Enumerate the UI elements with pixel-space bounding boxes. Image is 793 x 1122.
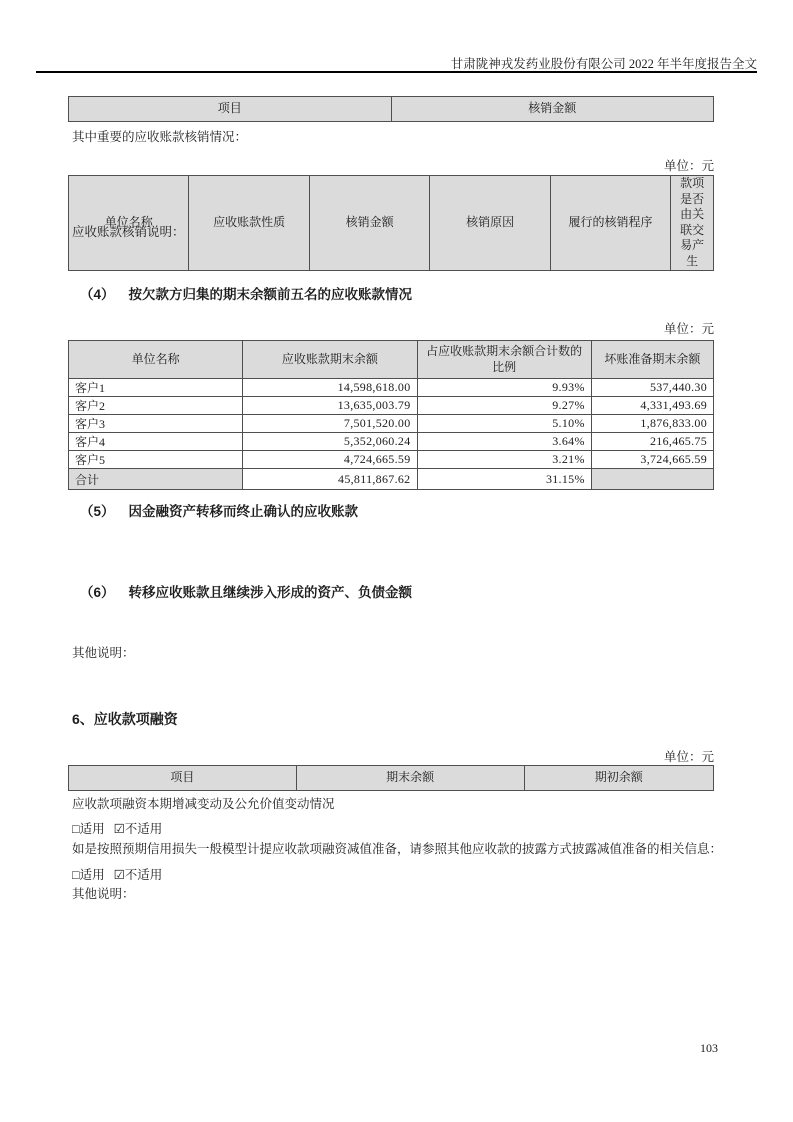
applicable-label: 适用 bbox=[79, 822, 105, 836]
receivables-financing-heading: 6、应收款项融资 bbox=[72, 711, 178, 727]
page-number: 103 bbox=[700, 1041, 718, 1055]
baddebt-provision: 216,465.75 bbox=[591, 433, 713, 451]
writeoff-summary-table bbox=[68, 96, 714, 121]
section-4-heading bbox=[80, 283, 412, 303]
col-header-item: 项目 bbox=[69, 97, 392, 122]
other-note-label: 其他说明： bbox=[72, 646, 135, 660]
section-5-title: 因金融资产转移而终止确认的应收账款 bbox=[128, 504, 359, 519]
total-provision-empty bbox=[591, 469, 713, 490]
section-6-number: （6） bbox=[80, 585, 115, 600]
col-header-related-party: 款项是否由关联交易产生 bbox=[671, 176, 714, 271]
applicable-label: 适用 bbox=[79, 868, 105, 882]
baddebt-provision: 4,331,493.69 bbox=[591, 397, 713, 415]
checkbox-unchecked-icon: □ bbox=[72, 868, 80, 882]
important-writeoff-note: 其中重要的应收账款核销情况： bbox=[72, 130, 248, 144]
ending-balance: 7,501,520.00 bbox=[243, 415, 417, 433]
table-row bbox=[69, 451, 714, 469]
table-row bbox=[69, 415, 714, 433]
applicable-checkline-2 bbox=[72, 865, 162, 883]
total-ratio: 31.15% bbox=[417, 469, 591, 490]
col-header-item: 项目 bbox=[69, 766, 297, 791]
ratio: 3.64% bbox=[417, 433, 591, 451]
table-row bbox=[69, 379, 714, 397]
running-header-title: 甘肃陇神戎发药业股份有限公司 2022 年半年度报告全文 bbox=[450, 57, 757, 71]
section-6-title: 转移应收账款且继续涉入形成的资产、负债金额 bbox=[128, 585, 413, 600]
unit-label-2: 单位：元 bbox=[663, 322, 714, 336]
ending-balance: 5,352,060.24 bbox=[243, 433, 417, 451]
col-header-writeoff-reason: 核销原因 bbox=[430, 176, 550, 271]
table-total-row bbox=[69, 469, 714, 490]
total-ending-balance: 45,811,867.62 bbox=[243, 469, 417, 490]
ratio: 9.27% bbox=[417, 397, 591, 415]
baddebt-provision: 537,440.30 bbox=[591, 379, 713, 397]
customer-name: 客户3 bbox=[69, 415, 243, 433]
ratio: 5.10% bbox=[417, 415, 591, 433]
col-header-ratio: 占应收账款期末余额合计数的比例 bbox=[417, 341, 591, 379]
col-header-ending-balance: 应收账款期末余额 bbox=[243, 341, 417, 379]
col-header-ar-nature: 应收账款性质 bbox=[189, 176, 309, 271]
col-header-unit-name: 单位名称 bbox=[69, 341, 243, 379]
unit-label-3: 单位：元 bbox=[663, 750, 714, 764]
col-header-writeoff-amount: 核销金额 bbox=[309, 176, 429, 271]
checkbox-unchecked-icon: □ bbox=[72, 822, 80, 836]
ending-balance: 4,724,665.59 bbox=[243, 451, 417, 469]
financing-table bbox=[68, 765, 714, 790]
customer-name: 客户5 bbox=[69, 451, 243, 469]
table-row bbox=[69, 433, 714, 451]
section-5-number: （5） bbox=[80, 504, 115, 519]
customer-name: 客户1 bbox=[69, 379, 243, 397]
ratio: 3.21% bbox=[417, 451, 591, 469]
checkbox-checked-icon: ☑ bbox=[113, 822, 125, 836]
col-header-writeoff-amount: 核销金额 bbox=[391, 97, 714, 122]
financing-change-note: 应收款项融资本期增减变动及公允价值变动情况 bbox=[72, 797, 335, 811]
section-5-heading bbox=[80, 500, 358, 520]
ending-balance: 13,635,003.79 bbox=[243, 397, 417, 415]
col-header-ending-balance: 期末余额 bbox=[296, 766, 524, 791]
not-applicable-label: 不适用 bbox=[124, 822, 163, 836]
col-header-procedure: 履行的核销程序 bbox=[550, 176, 670, 271]
ratio: 9.93% bbox=[417, 379, 591, 397]
baddebt-provision: 1,876,833.00 bbox=[591, 415, 713, 433]
section-4-number: （4） bbox=[80, 287, 115, 302]
total-label: 合计 bbox=[69, 469, 243, 490]
unit-label-1: 单位：元 bbox=[663, 159, 714, 173]
header-rule bbox=[36, 71, 757, 73]
applicable-checkline-1 bbox=[72, 819, 162, 837]
not-applicable-label: 不适用 bbox=[124, 868, 163, 882]
checkbox-checked-icon: ☑ bbox=[113, 868, 125, 882]
writeoff-explain-note: 应收账款核销说明： bbox=[72, 225, 185, 239]
other-note-label: 其他说明： bbox=[72, 887, 135, 901]
baddebt-provision: 3,724,665.59 bbox=[591, 451, 713, 469]
ending-balance: 14,598,618.00 bbox=[243, 379, 417, 397]
customer-name: 客户4 bbox=[69, 433, 243, 451]
impairment-note: 如是按照预期信用损失一般模型计提应收款项融资减值准备，请参照其他应收款的披露方式披露减值准备的相关信息： bbox=[72, 842, 723, 856]
section-4-title: 按欠款方归集的期末余额前五名的应收账款情况 bbox=[128, 287, 413, 302]
table-row bbox=[69, 397, 714, 415]
customer-name: 客户2 bbox=[69, 397, 243, 415]
col-header-beginning-balance: 期初余额 bbox=[524, 766, 713, 791]
col-header-baddebt-provision: 坏账准备期末余额 bbox=[591, 341, 713, 379]
col-header-unit-name: 单位名称 bbox=[69, 176, 189, 271]
top5-receivables-table bbox=[68, 340, 714, 487]
section-6-heading bbox=[80, 581, 412, 601]
